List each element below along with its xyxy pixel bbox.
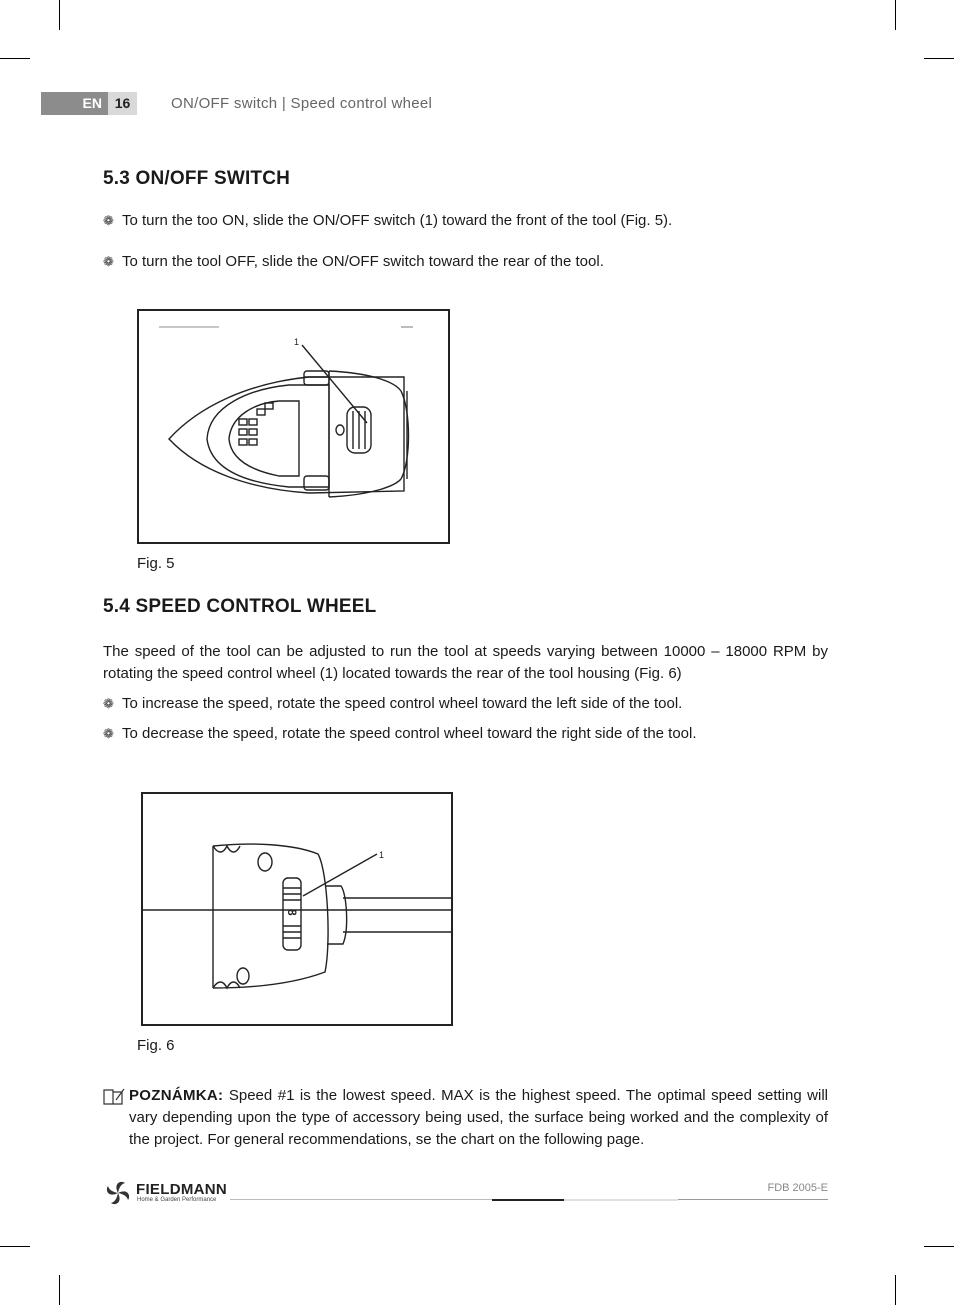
footer-rule [678, 1199, 828, 1200]
page-number: 16 [108, 92, 137, 115]
tool-rear-view-drawing [143, 794, 451, 1024]
brand-tagline: Home & Garden Performance [137, 1197, 217, 1203]
bullet-item [103, 724, 697, 744]
brand-name: FIELDMANN [136, 1181, 228, 1198]
tool-top-view-drawing [139, 311, 448, 542]
note-block [103, 1085, 828, 1151]
bullet-text: To turn the too ON, slide the ON/OFF switch (1) toward the front of the tool (Fig. 5). [122, 212, 673, 229]
figure-callout-number: 1 [379, 850, 385, 860]
crop-mark [59, 1275, 60, 1305]
footer-rule [492, 1199, 564, 1201]
crop-mark [895, 0, 896, 30]
crop-mark [59, 0, 60, 30]
note-book-icon [103, 1087, 125, 1105]
bullet-item [103, 694, 682, 714]
bullet-text: To increase the speed, rotate the speed control wheel toward the left side of the tool. [122, 695, 683, 712]
bullet-text: To decrease the speed, rotate the speed control wheel toward the right side of the tool. [122, 725, 697, 742]
bullet-icon: ❁ [103, 696, 114, 711]
note-text [129, 1085, 828, 1151]
crop-mark [0, 58, 30, 59]
crop-mark [0, 1246, 30, 1247]
figure-6-speed-wheel-illustration [141, 792, 453, 1026]
language-badge: EN [41, 92, 108, 115]
figure-caption: Fig. 5 [137, 555, 175, 572]
figure-5-onoff-switch-illustration [137, 309, 450, 544]
crop-mark [895, 1275, 896, 1305]
bullet-icon: ❁ [103, 254, 114, 269]
model-code: FDB 2005-E [767, 1182, 828, 1194]
speed-paragraph: The speed of the tool can be adjusted to run the tool at speeds varying between 10000 – 18000 RPM by rotating the speed control wheel (1) located towards the rear of the tool housing (Fig. 6) [103, 643, 828, 682]
bullet-text: To turn the tool OFF, slide the ON/OFF switch toward the rear of the tool. [122, 253, 604, 270]
bullet-icon: ❁ [103, 213, 114, 228]
figure-callout-number: 1 [294, 337, 300, 347]
figure-caption: Fig. 6 [137, 1037, 175, 1054]
running-header-title: ON/OFF switch | Speed control wheel [171, 95, 433, 112]
fan-logo-icon [103, 1178, 133, 1208]
bullet-item [103, 252, 604, 272]
footer-rule [564, 1199, 678, 1201]
fieldmann-logo [103, 1178, 228, 1208]
speed-wheel-mark: 8 [285, 909, 299, 916]
note-body: Speed #1 is the lowest speed. MAX is the highest speed. The optimal speed setting will vary depending upon the type of accessory being used, the surface being worked and the complexity of the project. For general recommendations, se the chart on the following page. [129, 1087, 828, 1148]
crop-mark [924, 58, 954, 59]
crop-mark [924, 1246, 954, 1247]
footer-rule [230, 1199, 492, 1200]
section-heading-speed: 5.4 SPEED CONTROL WHEEL [103, 596, 377, 617]
bullet-item [103, 211, 672, 231]
bullet-icon: ❁ [103, 726, 114, 741]
note-label: POZNÁMKA: [129, 1087, 224, 1104]
section-heading-onoff: 5.3 ON/OFF SWITCH [103, 168, 291, 189]
